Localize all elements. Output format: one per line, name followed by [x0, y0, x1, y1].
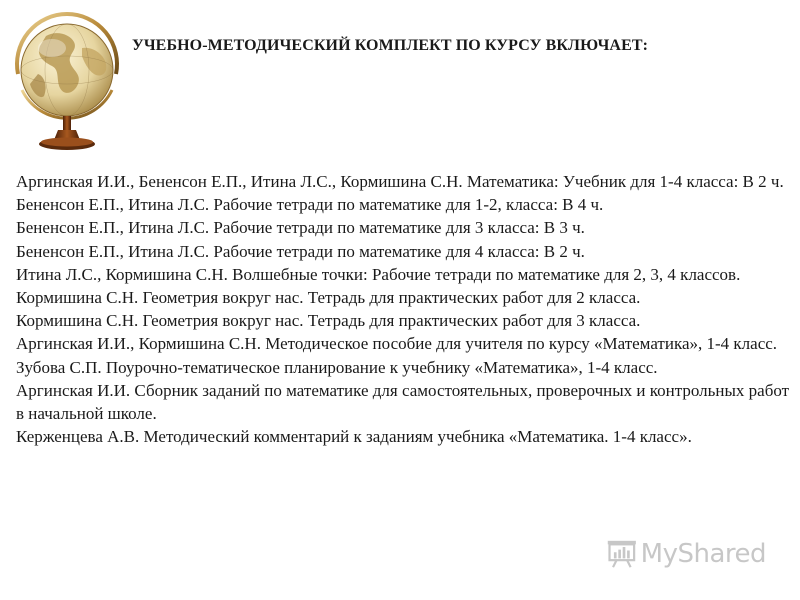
- list-item: Зубова С.П. Поурочно-тематическое планирование к учебнику «Математика», 1-4 класс.: [16, 357, 658, 377]
- list-item: Керженцева А.В. Методический комментарий к заданиям учебника «Математика. 1-4 класс».: [16, 427, 692, 447]
- watermark-logo: [606, 536, 766, 572]
- list-item: Аргинская И.И., Бененсон Е.П., Итина Л.С., Кормишина С.Н. Математика: Учебник для 1-4 класса: В 2 ч.: [16, 172, 784, 191]
- list-item: Бененсон Е.П., Итина Л.С. Рабочие тетради по математике для 1-2, класса: В 4 ч.: [16, 195, 604, 215]
- list-item: Бененсон Е.П., Итина Л.С. Рабочие тетради по математике для 4 класса: В 2 ч.: [16, 241, 585, 261]
- presentation-board-icon: [606, 537, 638, 571]
- list-item: Аргинская И.И., Кормишина С.Н. Методическое пособие для учителя по курсу «Математика», 1-4 класс.: [16, 334, 778, 354]
- list-item: Бененсон Е.П., Итина Л.С. Рабочие тетради по математике для 3 класса: В 3 ч.: [16, 218, 585, 238]
- list-item: Кормишина С.Н. Геометрия вокруг нас. Тетрадь для практических работ для 3 класса.: [16, 311, 641, 331]
- list-item: Кормишина С.Н. Геометрия вокруг нас. Тетрадь для практических работ для 2 класса.: [16, 288, 641, 308]
- watermark-text: MyShared: [640, 539, 766, 569]
- list-item: Аргинская И.И. Сборник заданий по математике для самостоятельных, проверочных и контрольных работ в начальной школе.: [16, 380, 790, 424]
- page-title: УЧЕБНО-МЕТОДИЧЕСКИЙ КОМПЛЕКТ ПО КУРСУ ВКЛЮЧАЕТ:: [132, 37, 649, 54]
- globe-icon: [8, 4, 126, 154]
- list-item: Итина Л.С., Кормишина С.Н. Волшебные точки: Рабочие тетради по математике для 2, 3, 4 классов.: [16, 264, 741, 284]
- entry-list: [16, 170, 791, 448]
